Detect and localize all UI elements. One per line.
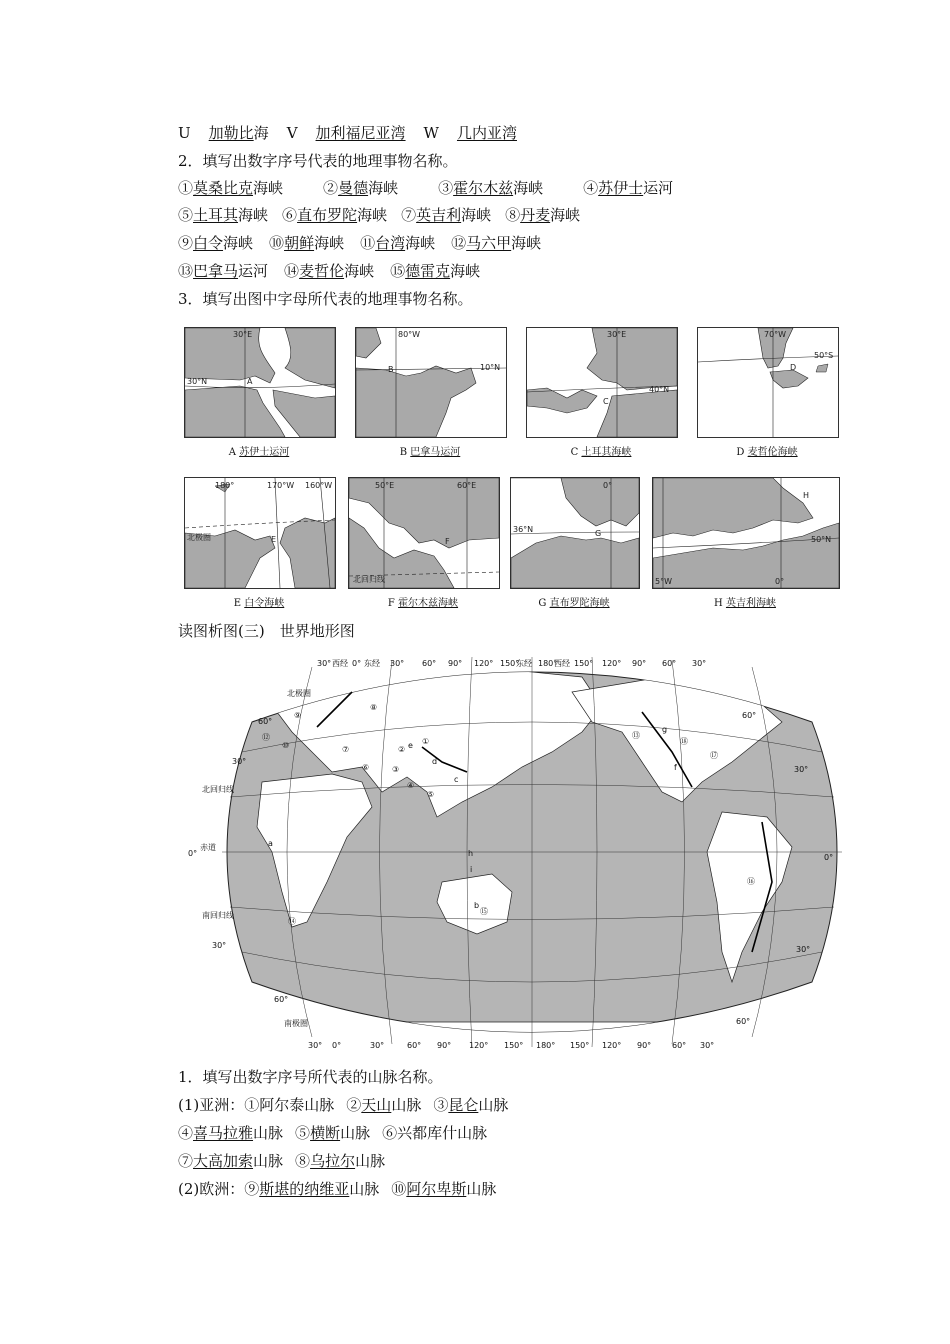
answer-line-uvw [178,122,517,144]
strait-answer: 苏伊士 [598,179,644,197]
marker-17: ⑰ [710,751,718,760]
map-h-label-lat: 50°N [811,535,832,544]
strait-num: ⑧ [505,206,521,224]
world-top-60w: 60° [662,659,677,668]
mountain-suffix: 山脉 [478,1096,509,1114]
mountain-num: ⑤ [295,1124,311,1142]
world-bottom-90w: 90° [637,1041,652,1050]
map-a-suez [184,327,336,438]
world-right-30s: 30° [796,945,811,954]
map-b-letter: B [388,365,394,374]
world-terrain-map [188,652,842,1056]
map-f-hormuz [348,477,500,589]
map-b-label-lat: 10°N [480,363,501,372]
answer-v: 加利福尼亚湾 [315,124,406,142]
world-bottom-120w: 120° [602,1041,622,1050]
strait-answer: 台湾 [375,234,406,252]
world-right-60s: 60° [736,1017,751,1026]
mountain-num: ⑦ [178,1152,194,1170]
strait-suffix: 海峡 [368,179,399,197]
world-top-180: 180° [538,659,558,668]
map-a-letter: A [247,377,253,386]
strait-num: ③ [438,179,454,197]
world-left-0: 0° [188,849,198,858]
world-top-30w2: 30° [692,659,707,668]
mountain-suffix: 山脉 [466,1180,497,1198]
map-h-letter: H [803,491,810,500]
caption-letter: H [714,598,723,609]
world-bottom-60e: 60° [407,1041,422,1050]
map-b-caption [355,443,505,458]
marker-15: ⑮ [480,907,488,916]
map-d-label-lon: 70°W [764,330,787,339]
map-b-panama [355,327,507,438]
world-left-60n: 60° [258,717,273,726]
world-bottom-180: 180° [536,1041,556,1050]
world-top-30e: 30° [390,659,405,668]
strait-suffix: 海峡 [461,206,492,224]
strait-answer: 朝鲜 [284,234,315,252]
mountain-num: ⑩ [391,1180,407,1198]
map-e-caption [184,594,334,609]
caption-letter: F [387,598,395,609]
mountain-num: ④ [178,1124,194,1142]
map-h-label-5w: 5°W [655,577,672,586]
marker-7: ⑦ [342,745,350,754]
mountain-num: ① [244,1096,260,1114]
map-e-label-arctic: 北极圈 [187,533,211,542]
world-left-60s: 60° [274,995,289,1004]
strait-suffix: 海峡 [405,234,436,252]
strait-num: ⑭ [284,262,300,280]
world-top-east2: 东经 [516,659,532,668]
world-top-60e: 60° [422,659,437,668]
world-right-0: 0° [824,853,834,862]
strait-suffix: 海峡 [314,234,345,252]
map-h-label-0: 0° [775,577,785,586]
world-bottom-30w: 30° [308,1041,323,1050]
strait-suffix: 海峡 [550,206,581,224]
caption-answer: 土耳其海峡 [581,447,632,458]
marker-4: ④ [407,781,415,790]
europe-prefix: (2)欧洲： [178,1180,245,1198]
map-f-label-tropic: 北回归线 [353,575,385,584]
world-bottom-150w: 150° [570,1041,590,1050]
world-left-tropic-s: 南回归线 [202,911,234,920]
strait-suffix: 运河 [238,262,269,280]
map-h-caption [652,594,838,609]
marker-18: ⑱ [680,737,688,746]
strait-answer: 丹麦 [520,206,551,224]
mountain-suffix: 山脉 [355,1152,386,1170]
map-f-letter: F [445,537,450,546]
answer-u-suffix: 海 [253,124,269,142]
strait-suffix: 海峡 [223,234,254,252]
world-right-60n: 60° [742,711,757,720]
world-top-150e: 150° [500,659,520,668]
caption-letter: D [736,447,745,458]
strait-answer: 马六甲 [466,234,512,252]
caption-answer: 白令海峡 [244,598,285,609]
answer-u: 加勒比 [208,124,254,142]
map-c-label-lon: 30°E [607,330,627,339]
world-bottom-90e: 90° [437,1041,452,1050]
strait-answer: 莫桑比克 [193,179,254,197]
map-d-caption [697,443,837,458]
strait-num: ⑨ [178,234,194,252]
mountain-suffix: 山脉 [253,1152,284,1170]
asia-row-3 [178,1150,385,1172]
map-e-label-160w: 160°W [305,481,333,490]
strait-row-1 [178,177,673,199]
map-e-bering [184,477,336,589]
caption-answer: 英吉利海峡 [725,598,776,609]
marker-e: e [408,741,413,750]
map-g-letter: G [595,529,602,538]
strait-answer: 白令 [193,234,224,252]
world-left-antarctic: 南极圈 [284,1019,308,1028]
strait-answer: 霍尔木兹 [453,179,514,197]
map-c-letter: C [603,397,609,406]
marker-12: ⑫ [262,733,270,742]
strait-num: ⑬ [178,262,194,280]
caption-letter: C [570,447,579,458]
mountain-num: ⑧ [295,1152,311,1170]
question-1-title: 1．填写出数字序号所代表的山脉名称。 [178,1068,443,1086]
strait-suffix: 海峡 [450,262,481,280]
world-left-30n: 30° [232,757,247,766]
answer-w: 几内亚湾 [456,124,517,142]
strait-answer: 曼德 [338,179,369,197]
map-g-caption [510,594,638,609]
world-bottom-0: 0° [332,1041,342,1050]
map-e-letter: E [271,535,277,544]
strait-answer: 土耳其 [193,206,239,224]
world-bottom-150e: 150° [504,1041,524,1050]
mountain-suffix: 山脉 [253,1124,284,1142]
world-left-arctic: 北极圈 [287,689,311,698]
map-a-label-lon: 30°E [233,330,253,339]
world-top-west: 西经 [332,659,348,668]
world-left-equator: 赤道 [200,843,216,852]
strait-num: ④ [583,179,599,197]
map-h-english [652,477,840,589]
map-c-turkish [526,327,678,438]
mountain-answer: 横断 [310,1124,341,1142]
marker-9: ⑨ [294,711,302,720]
mountain-suffix: 山脉 [349,1180,380,1198]
asia-prefix: (1)亚洲： [178,1096,245,1114]
map-g-gibraltar [510,477,640,589]
caption-answer: 麦哲伦海峡 [747,447,798,458]
world-bottom-30w2: 30° [700,1041,715,1050]
marker-h: h [468,849,474,858]
mountain-answer: 斯堪的纳维亚 [259,1180,350,1198]
world-top-90w: 90° [632,659,647,668]
map-f-caption [348,594,498,609]
world-top-east: 东经 [364,659,380,668]
world-bottom-60w: 60° [672,1041,687,1050]
strait-answer: 直布罗陀 [297,206,358,224]
strait-suffix: 海峡 [511,234,542,252]
marker-2: ② [398,745,406,754]
strait-suffix: 海峡 [253,179,284,197]
map-d-letter: D [790,363,797,372]
strait-num: ⑩ [269,234,285,252]
marker-3: ③ [392,765,400,774]
mountain-num: ⑨ [244,1180,260,1198]
world-top-90e: 90° [448,659,463,668]
marker-14: ⑭ [288,917,296,926]
strait-suffix: 海峡 [357,206,388,224]
marker-a: a [268,839,273,848]
strait-num: ⑪ [360,234,376,252]
map-d-label-lat: 50°S [814,351,834,360]
mountain-answer: 喜马拉雅 [193,1124,254,1142]
map-b-label-lon: 80°W [398,330,421,339]
world-left-30s: 30° [212,941,227,950]
map-d-magellan [697,327,839,438]
map-c-caption [526,443,676,458]
caption-letter: E [233,598,242,609]
map-f-label-50e: 50°E [375,481,395,490]
strait-answer: 麦哲伦 [299,262,345,280]
strait-row-2 [178,204,580,226]
mountain-suffix: 山脉 [340,1124,371,1142]
strait-num: ⑥ [282,206,298,224]
marker-6: ⑥ [362,763,370,772]
strait-suffix: 海峡 [238,206,269,224]
strait-answer: 德雷克 [405,262,451,280]
map-e-label-170w: 170°W [267,481,295,490]
world-top-0: 0° [352,659,362,668]
mountain-num: ⑥ [382,1124,398,1142]
strait-num: ⑤ [178,206,194,224]
mountain-answer: 阿尔卑斯 [406,1180,467,1198]
mountain-answer: 乌拉尔 [310,1152,356,1170]
marker-b: b [474,901,480,910]
map-g-label-lon: 0° [603,481,613,490]
marker-f: f [674,763,677,772]
mountain-answer: 天山 [361,1096,392,1114]
map-e-label-180: 180° [215,481,235,490]
map-f-label-60e: 60°E [457,481,477,490]
asia-row-1 [178,1094,508,1116]
strait-row-4 [178,260,480,282]
strait-answer: 巴拿马 [193,262,239,280]
mountain-plain: 兴都库什山脉 [397,1124,488,1142]
marker-g: g [662,725,668,734]
world-top-120e: 120° [474,659,494,668]
strait-num: ① [178,179,194,197]
marker-c: c [454,775,459,784]
marker-16: ⑯ [747,877,755,886]
world-top-120w: 120° [602,659,622,668]
caption-answer: 巴拿马运河 [410,447,461,458]
world-bottom-30e: 30° [370,1041,385,1050]
strait-row-3 [178,232,541,254]
section-title: 读图析图(三) 世界地形图 [178,622,355,640]
mountain-num: ② [346,1096,362,1114]
strait-num: ⑮ [390,262,406,280]
map-g-label-lat: 36°N [513,525,534,534]
map-c-label-lat: 40°N [649,385,670,394]
asia-row-2 [178,1122,487,1144]
marker-8: ⑧ [370,703,378,712]
question-3-title: 3．填写出图中字母所代表的地理事物名称。 [178,290,473,308]
caption-answer: 苏伊士运河 [239,447,290,458]
strait-answer: 英吉利 [416,206,462,224]
mountain-answer: 昆仑 [448,1096,479,1114]
marker-5: ⑤ [427,790,435,799]
label-u: U [178,124,191,142]
map-a-label-lat: 30°N [187,377,208,386]
europe-row [178,1178,496,1200]
marker-10: ⑩ [282,741,290,750]
label-v: V [286,124,298,142]
strait-suffix: 运河 [643,179,674,197]
mountain-num: ③ [433,1096,449,1114]
world-left-tropic-n: 北回归线 [202,785,234,794]
strait-num: ⑦ [401,206,417,224]
caption-letter: A [228,447,237,458]
mountain-suffix: 山脉 [391,1096,422,1114]
marker-d: d [432,757,438,766]
label-w: W [423,124,439,142]
mountain-answer: 大高加索 [193,1152,254,1170]
world-top-west2: 西经 [554,659,570,668]
world-bottom-120e: 120° [469,1041,489,1050]
world-top-150w: 150° [574,659,594,668]
strait-num: ② [323,179,339,197]
caption-letter: G [538,598,547,609]
caption-answer: 直布罗陀海峡 [549,598,610,609]
strait-suffix: 海峡 [513,179,544,197]
question-2-title: 2．填写出数字序号代表的地理事物名称。 [178,152,458,170]
marker-i: i [470,865,473,874]
strait-num: ⑫ [451,234,467,252]
mountain-plain: 阿尔泰山脉 [259,1096,335,1114]
caption-answer: 霍尔木兹海峡 [398,598,459,609]
marker-13: ⑬ [632,731,640,740]
strait-suffix: 海峡 [344,262,375,280]
caption-letter: B [399,447,408,458]
world-right-30n: 30° [794,765,809,774]
marker-1: ① [422,737,430,746]
map-a-caption [184,443,334,458]
world-top-30w: 30° [317,659,332,668]
